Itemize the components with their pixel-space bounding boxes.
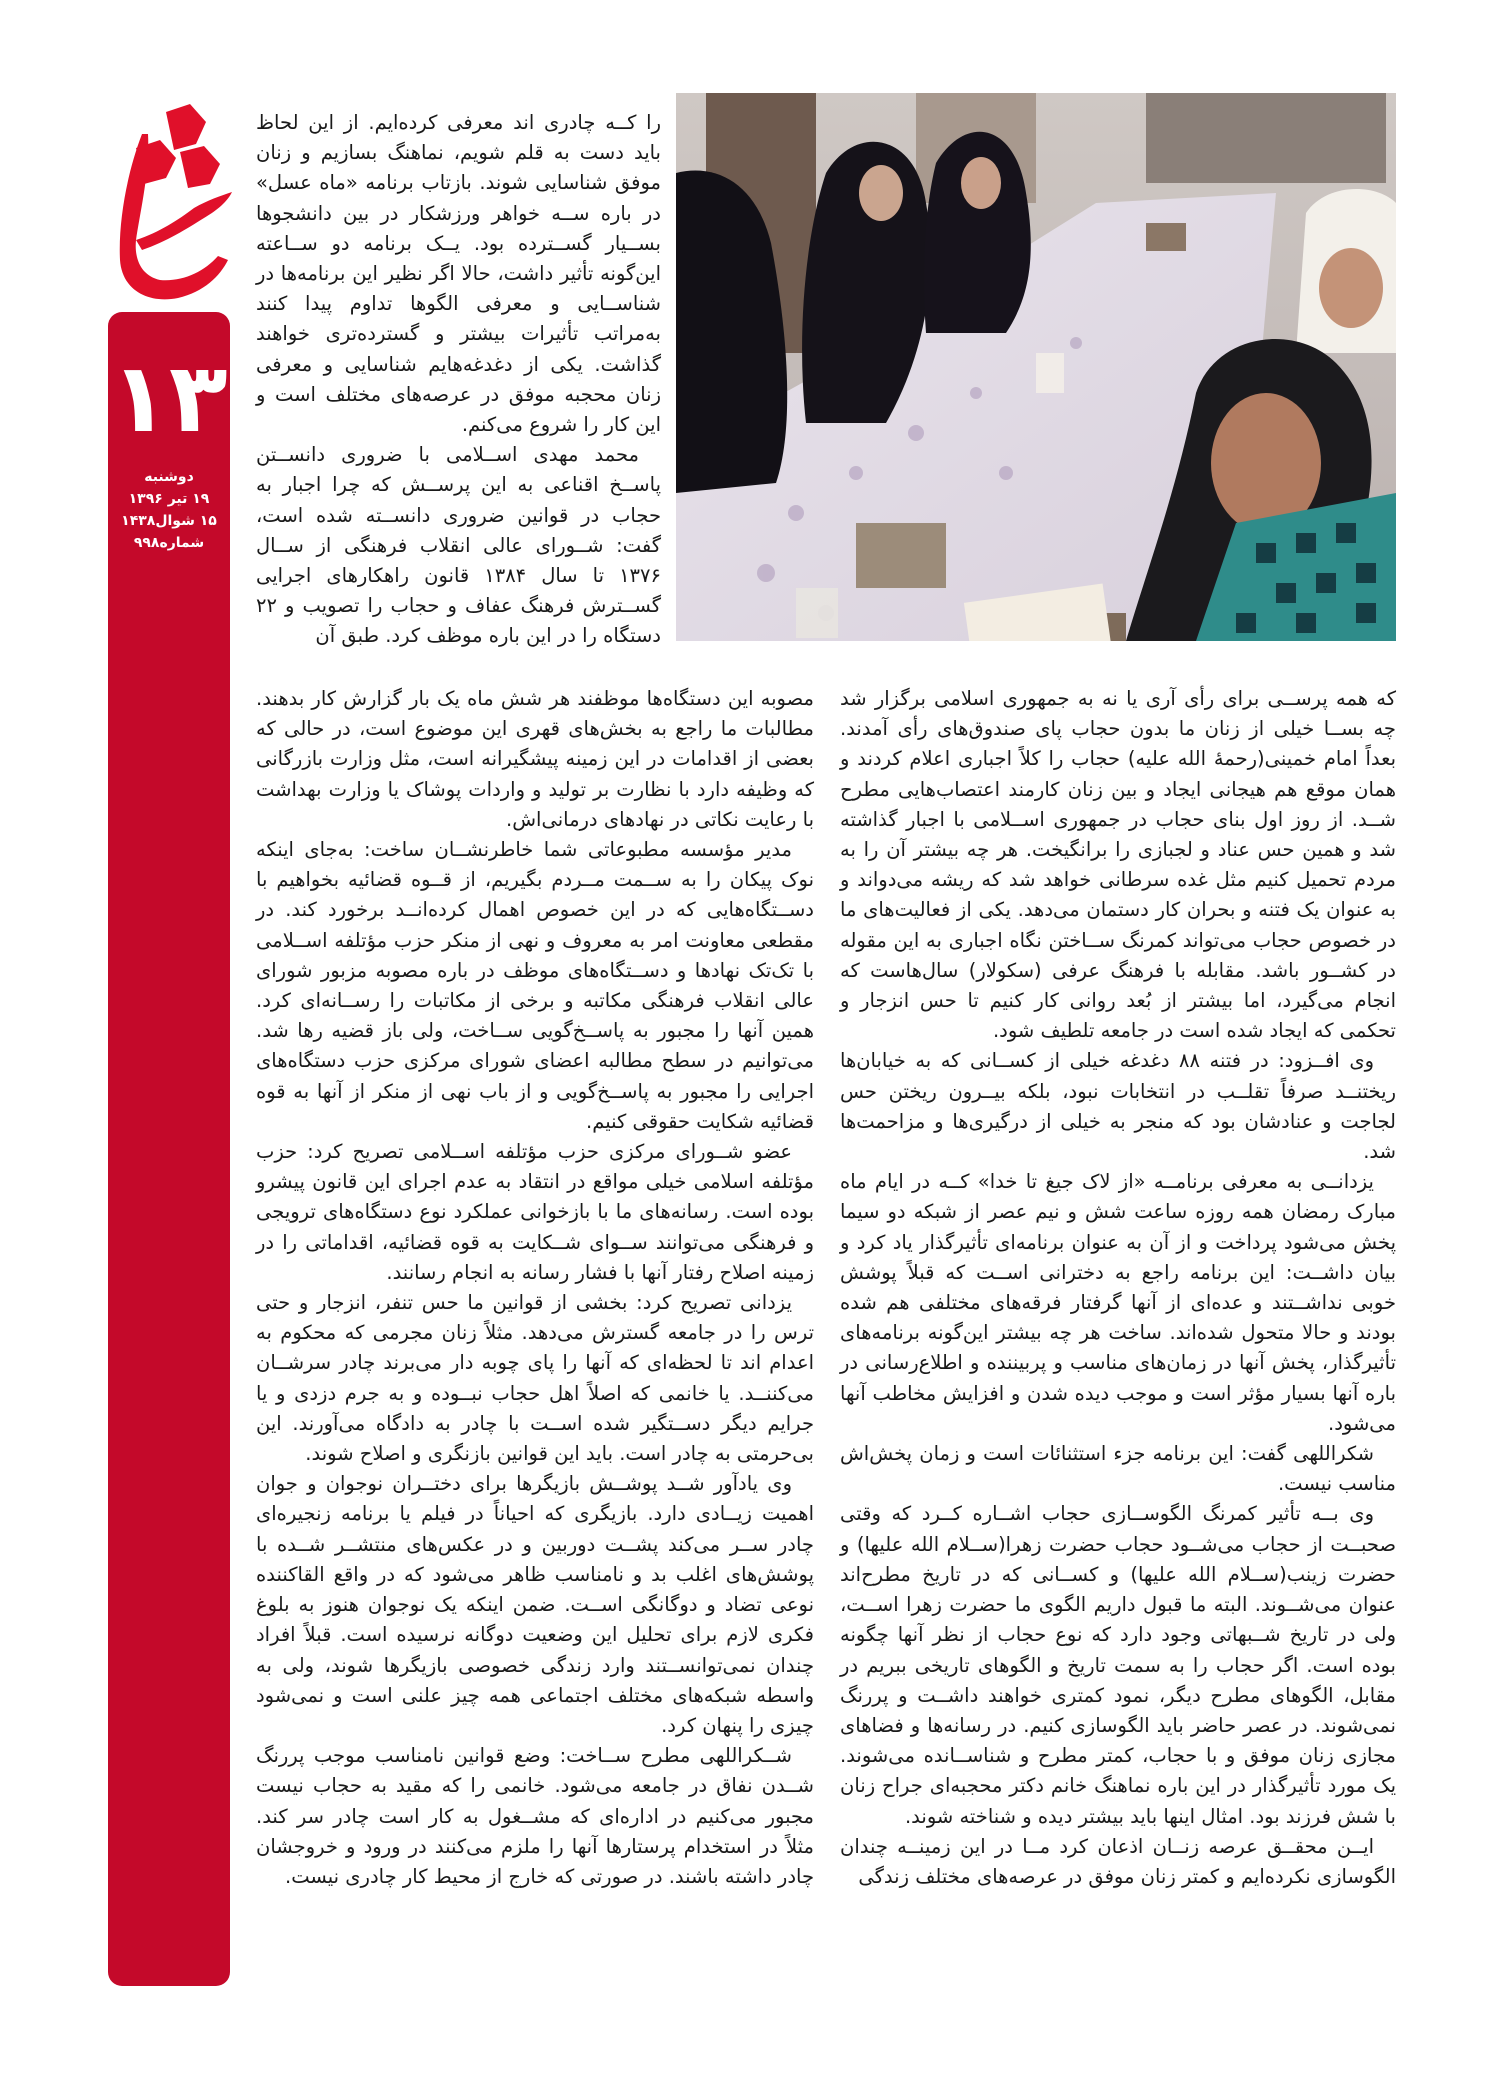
paragraph: عضو شــورای مرکزی حزب مؤتلفه اســلامی تصریح کرد: حزب مؤتلفه اسلامی خیلی مواقع در انتقاد به عدم اجرای این قانون پیشرو بوده است. رسانه‌های ما با بازخوانی عملکرد نوع دستگاه‌های ترویجی و فرهنگی می‌توانند ســوای شــکایت به قوه قضائیه، اقداماتی را در زمینه اصلاح رفتار آنها با فشار رسانه به انجام رسانند. [256,1140,814,1284]
publication-logo [108,100,238,305]
page-number: ۱۳ [110,342,228,454]
shoma-logo-icon [108,100,238,305]
article-column-top-left [256,108,661,652]
paragraph: را کــه چادری اند معرفی کرده‌ایم. از این لحاظ باید دست به قلم شویم، نماهنگ بسازیم و زنان موفق شناسایی شوند. بازتاب برنامه «ماه عسل» در باره ســه خواهر ورزشکار در بین دانشجوها بســیار گســترده بود. یــک برنامه دو ســاعته این‌گونه تأثیر داشت، حالا اگر نظیر این برنامه‌ها در شناســایی و معرفی الگوها تداوم پیدا کنند به‌مراتب تأثیرات بیشتر و گسترده‌تری خواهند گذاشت. یکی از دغدغه‌هایم شناسایی و معرفی زنان محجبه موفق در عرصه‌های مختلف است و این کار را شروع می‌کنم. [256,111,661,437]
paragraph: یزدانی تصریح کرد: بخشی از قوانین ما حس تنفر، انزجار و حتی ترس را در جامعه گسترش می‌دهد. مثلاً زنان مجرمی که محکوم به اعدام اند تا لحظه‌ای که آنها را پای چوبه دار می‌برند چادر سرشــان می‌کننــد. یا خانمی که اصلاً اهل حجاب نبــوده و به جرم دزدی و یا جرایم دیگر دســتگیر شده اســت با چادر به دادگاه می‌آورند. این بی‌حرمتی به چادر است. باید این قوانین بازنگری و اصلاح شوند. [256,1291,814,1466]
paragraph: یزدانــی به معرفی برنامــه «از لاک جیغ تا خدا» کــه در ایام ماه مبارک رمضان همه روزه ساعت شش و نیم عصر از شبکه دو سیما پخش می‌شود پرداخت و از آن به عنوان برنامه‌ای تأثیرگذار یاد کرد و بیان داشــت: این برنامه راجع به دخترانی اســت که قبلاً پوشش خوبی نداشــتند و عده‌ای از آنها گرفتار فرقه‌های مختلفی هم شده بودند و حالا متحول شده‌اند. ساخت هر چه بیشتر این‌گونه برنامه‌های تأثیرگذار، پخش آنها در زمان‌های مناسب و پربیننده و اطلاع‌رسانی در باره آنها بسیار مؤثر است و موجب دیده شدن و افزایش مخاطب آنها می‌شود. [840,1170,1396,1435]
paragraph: شــکراللهی مطرح ســاخت: وضع قوانین نامناسب موجب پررنگ شــدن نفاق در جامعه می‌شود. خانمی را که مقید به حجاب نیست مجبور می‌کنیم در اداره‌ای که مشــغول به کار است چادر سر کند. مثلاً در استخدام پرستارها آنها را ملزم می‌کنند در ورود و خروجشان چادر داشته باشند. در صورتی که خارج از محیط کار چادری نیست. [256,1744,814,1888]
paragraph: ایــن محقــق عرصه زنــان اذعان کرد مــا در این زمینــه چندان الگوسازی نکرده‌ایم و کمتر زنان موفق در عرصه‌های مختلف زندگی [840,1834,1396,1888]
paragraph: که همه پرســی برای رأی آری یا نه به جمهوری اسلامی برگزار شد چه بســا خیلی از زنان ما بدون حجاب پای صندوق‌های رأی آمدند. بعداً امام خمینی(رحمهٔ الله علیه) حجاب را کلاً اجباری اعلام کردند و همان موقع هم هیجانی ایجاد و بین زنان کارمند اعتصاب‌هایی مطرح شــد. از روز اول بنای حجاب در جمهوری اســلامی با اجبار گذاشته شد و همین حس عناد و لجبازی را برانگیخت. هر چه بیشتر آن را به مردم تحمیل کنیم مثل غده سرطانی خواهد شد که ریشه می‌دواند و به عنوان یک فتنه و بحران کار دستمان می‌دهد. یکی از فعالیت‌های ما در خصوص حجاب می‌تواند کمرنگ ســاختن نگاه اجباری به این مقوله در کشــور باشد. مقابله با فرهنگ عرفی (سکولار) سال‌هاست که انجام می‌گیرد، اما بیشتر از بُعد روانی کار کنیم تا حس انزجار و تحکمی که ایجاد شده است در جامعه تلطیف شود. [840,687,1396,1043]
article-column-right [840,684,1396,1892]
page-info-sidebar [108,312,230,1986]
paragraph: وی بــه تأثیر کمرنگ الگوســازی حجاب اشــاره کــرد که وقتی صحبــت از حجاب می‌شــود حجاب حضرت زهرا(ســلام الله علیها) و حضرت زینب(ســلام الله علیها) و کســانی که در تاریخ مطرح‌اند عنوان می‌شــوند. البته ما قبول داریم الگوی ما حضرت زهرا اســت، ولی در تاریخ شــبهاتی وجود دارد که نوع حجاب از نظر آنها چگونه بوده است. اگر حجاب را به سمت تاریخ و الگوهای تاریخی ببریم در مقابل، الگوهای مطرح دیگر، نمود کمتری خواهند داشــت و پررنگ نمی‌شوند. در عصر حاضر باید الگوسازی کنیم. در رسانه‌ها و فضاهای مجازی زنان موفق و با حجاب، کمتر مطرح و شناســانده می‌شوند. یک مورد تأثیرگذار در این باره نماهنگ خانم دکتر محجبه‌ای جراح زنان با شش فرزند بود. امثال اینها باید بیشتر دیده و شناخته شوند. [840,1502,1396,1828]
paragraph: مدیر مؤسسه مطبوعاتی شما خاطرنشــان ساخت: به‌جای اینکه نوک پیکان را به ســمت مــردم بگیریم، از قــوه قضائیه بخواهیم با دســتگاه‌هایی که در این خصوص اهمال کرده‌انــد برخورد کند. در مقطعی معاونت امر به معروف و نهی از منکر حزب مؤتلفه اســلامی با تک‌تک نهادها و دســتگاه‌های موظف در باره مصوبه مزبور شورای عالی انقلاب فرهنگی مکاتبه و برخی از مکاتبات را رســانه‌ای کرد. همین آنها را مجبور به پاســخ‌گویی ســاخت، ولی باز قضیه رها شد. می‌توانیم در سطح مطالبه اعضای شورای مرکزی حزب دستگاه‌های اجرایی را مجبور به پاســخ‌گویی و از باب نهی از منکر از آنها به قوه قضائیه شکایت حقوقی کنیم. [256,838,814,1133]
article-column-left [256,684,814,1892]
paragraph: محمد مهدی اســلامی با ضروری دانســتن پاســخ اقناعی به این پرســش که چرا اجبار به حجاب در قوانین ضروری دانســته شده است، گفت: شــورای عالی انقلاب فرهنگی از ســال ۱۳۷۶ تا سال ۱۳۸۴ قانون راهکارهای اجرایی گســترش فرهنگ عفاف و حجاب را تصویب و ۲۲ دستگاه را در این باره موظف کرد. طبق آن [256,443,661,648]
meeting-photo-icon [676,93,1396,641]
issue-number: شماره۹۹۸ [133,535,205,551]
paragraph: وی یادآور شــد پوشــش بازیگرها برای دختــران نوجوان و جوان اهمیت زیــادی دارد. بازیگری که احیاناً در فیلم یا برنامه زنجیره‌ای چادر ســر می‌کند پشــت دوربین و در عکس‌های منتشــر شــده با پوشش‌های اغلب بد و نامناسب ظاهر می‌شود که در واقع القاکننده نوعی تضاد و دوگانگی اســت. ضمن اینکه یک نوجوان هنوز به بلوغ فکری لازم برای تحلیل این وضعیت دوگانه نرسیده است. قبلاً افراد چندان نمی‌توانســتند وارد زندگی خصوصی بازیگرها شوند، ولی به واسطه شبکه‌های مختلف اجتماعی همه چیز علنی است و نمی‌شود چیزی را پنهان کرد. [256,1472,814,1737]
article-photo [676,93,1396,641]
weekday: دوشنبه [144,469,194,485]
paragraph: مصوبه این دستگاه‌ها موظفند هر شش ماه یک بار گزارش کار بدهند. مطالبات ما راجع به بخش‌های قهری این موضوع است، در حالی که بعضی از اقدامات در این زمینه پیشگیرانه است، مثل وزارت بازرگانی که وظیفه دارد با نظارت بر تولید و واردات پوشاک یا وزارت بهداشت با رعایت نکاتی در نهادهای درمانی‌اش. [256,687,814,831]
date-solar: ۱۹ تیر ۱۳۹۶ [128,491,210,507]
paragraph: شکراللهی گفت: این برنامه جزء استثنائات است و زمان پخش‌اش مناسب نیست. [840,1442,1396,1496]
date-lunar: ۱۵ شوال۱۴۳۸ [121,513,217,529]
paragraph: وی افــزود: در فتنه ۸۸ دغدغه خیلی از کســانی که به خیابان‌ها ریختنــد صرفاً تقلــب در انتخابات نبود، بلکه بیــرون ریختن حس لجاجت و عنادشان بود که منجر به خیلی از درگیری‌ها و مزاحمت‌ها شد. [840,1049,1396,1164]
